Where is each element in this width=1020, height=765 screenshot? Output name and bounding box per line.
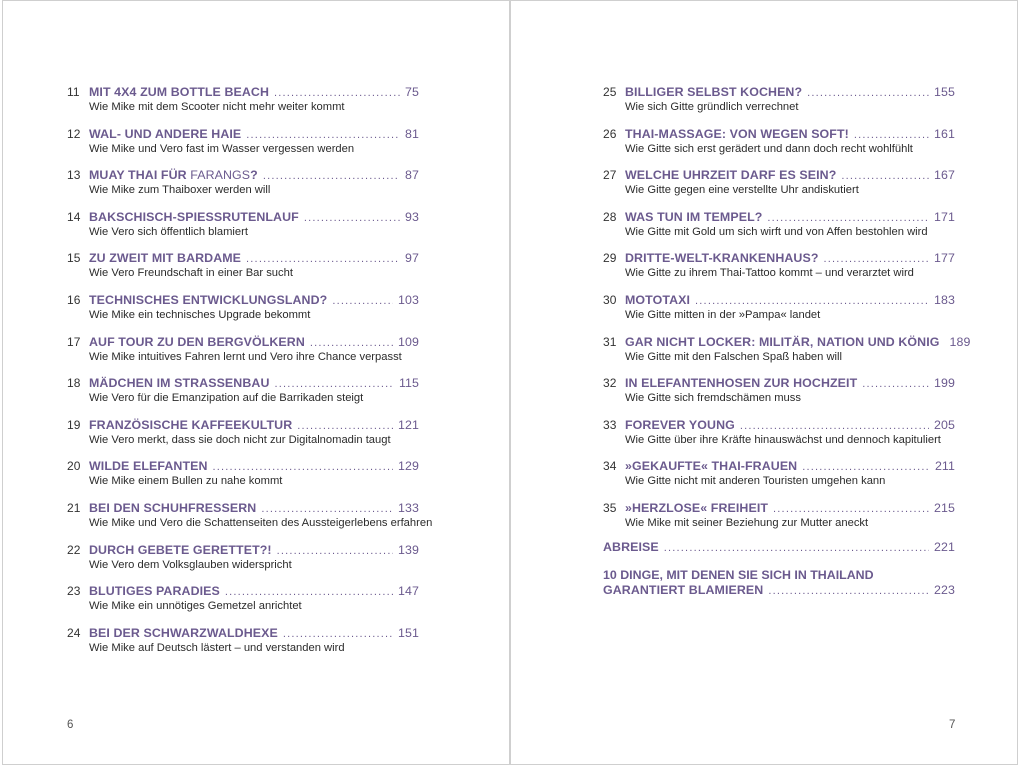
- chapter-number: 22: [67, 542, 81, 557]
- entry-page: 139: [398, 542, 419, 557]
- entry-title: [625, 293, 690, 307]
- entry-title-text: ZU ZWEIT MIT BARDAME: [89, 251, 242, 266]
- leader-dots: [304, 212, 400, 224]
- entry-subtitle: Wie Mike ein unnötiges Gemetzel anrichtet: [89, 600, 302, 613]
- entry-subtitle: Wie Gitte mit Gold um sich wirft und von Affen bestohlen wird: [625, 225, 928, 238]
- entry-page: 93: [405, 209, 419, 224]
- entry-title-text: TECHNISCHES ENTWICKLUNGSLAND?: [89, 293, 328, 307]
- entry-title-text: »HERZLOSE« FREIHEIT: [625, 501, 769, 515]
- chapter-number: 11: [67, 85, 80, 99]
- leader-dots: [225, 586, 393, 598]
- entry-title: [625, 210, 762, 224]
- entry-title-text: WAL- UND ANDERE HAIE: [89, 126, 242, 141]
- entry-subtitle: Wie Mike und Vero die Schattenseiten des Aussteigerlebens erfahren: [89, 517, 433, 529]
- entry-title-text: MIT 4X4 ZUM BOTTLE BEACH: [89, 85, 270, 99]
- entry-page: 189: [949, 334, 971, 349]
- entry-page: 223: [934, 583, 955, 597]
- toc-entry-final[interactable]: [603, 568, 955, 608]
- leader-dots: [740, 420, 929, 432]
- entry-subtitle: Wie Vero dem Volksglauben widerspricht: [89, 558, 292, 571]
- entry-page: 115: [398, 376, 419, 391]
- page-number: 7: [949, 719, 956, 731]
- toc-entry[interactable]: [67, 543, 419, 583]
- entry-page: 199: [934, 376, 955, 391]
- chapter-number: 16: [67, 293, 81, 307]
- toc-entry[interactable]: [67, 418, 419, 458]
- entry-subtitle: Wie Mike mit seiner Beziehung zur Mutter aneckt: [625, 517, 869, 529]
- entry-subtitle: Wie Gitte mit den Falschen Spaß haben will: [625, 350, 843, 363]
- toc-entry[interactable]: [603, 293, 955, 333]
- entry-subtitle: Wie Mike mit dem Scooter nicht mehr weiter kommt: [89, 101, 345, 113]
- entry-title-text: WILDE ELEFANTEN: [89, 459, 208, 474]
- leader-dots: [841, 170, 929, 182]
- table-of-contents-right: [511, 1, 1017, 764]
- entry-subtitle: Wie Gitte sich fremdschämen muss: [625, 392, 801, 405]
- entry-title-part: ?: [250, 168, 258, 183]
- chapter-number: 15: [67, 251, 81, 266]
- entry-page: 147: [398, 584, 419, 599]
- leader-dots: [807, 87, 929, 99]
- entry-subtitle: Wie Mike zum Thaiboxer werden will: [89, 184, 271, 197]
- entry-title-foreign-word: FARANGS: [190, 168, 251, 183]
- entry-subtitle: Wie Mike und Vero fast im Wasser vergessen werden: [89, 142, 355, 155]
- leader-dots: [261, 503, 393, 515]
- toc-entry[interactable]: [67, 210, 419, 250]
- entry-title-text: »GEKAUFTE« THAI-FRAUEN: [625, 459, 798, 474]
- entry-title-text: GAR NICHT LOCKER: MILITÄR, NATION UND KÖNIG: [625, 334, 940, 349]
- chapter-number: 30: [603, 293, 617, 307]
- chapter-number: 13: [67, 168, 81, 183]
- entry-title-text: BEI DEN SCHUHFRESSERN: [89, 501, 257, 515]
- leader-dots: [332, 295, 393, 307]
- chapter-number: 28: [603, 209, 617, 224]
- entry-title: [625, 335, 940, 349]
- toc-entry[interactable]: [67, 459, 419, 499]
- entry-title: [625, 251, 819, 265]
- entry-title-text: WAS TUN IM TEMPEL?: [625, 209, 763, 224]
- leader-dots: [695, 295, 929, 307]
- toc-entry[interactable]: [67, 127, 419, 167]
- entry-page: 171: [934, 209, 955, 224]
- entry-title: [89, 418, 292, 432]
- entry-page: 121: [398, 417, 419, 432]
- entry-title: [89, 293, 327, 307]
- toc-entry[interactable]: [67, 501, 433, 541]
- entry-title: [89, 335, 305, 349]
- entry-subtitle: Wie Mike auf Deutsch lästert – und verstanden wird: [89, 641, 345, 654]
- chapter-number: 35: [603, 501, 617, 515]
- chapter-number: 19: [67, 417, 81, 432]
- entry-title: [625, 85, 802, 99]
- entry-subtitle: Wie Gitte gegen eine verstellte Uhr andiskutiert: [625, 184, 859, 197]
- toc-entry[interactable]: [603, 85, 955, 125]
- entry-title-text: FRANZÖSISCHE KAFFEEKULTUR: [89, 417, 293, 432]
- chapter-number: 26: [603, 126, 617, 141]
- entry-page: 161: [934, 126, 955, 141]
- entry-title: [625, 501, 768, 515]
- leader-dots: [802, 461, 930, 473]
- leader-dots: [274, 87, 400, 99]
- entry-title-text: IN ELEFANTENHOSEN ZUR HOCHZEIT: [625, 376, 858, 391]
- leader-dots: [773, 503, 929, 515]
- leader-dots: [310, 337, 393, 349]
- entry-title-text: THAI-MASSAGE: VON WEGEN SOFT!: [625, 126, 849, 141]
- entry-subtitle: Wie Vero Freundschaft in einer Bar sucht: [89, 267, 293, 280]
- chapter-number: 23: [67, 584, 81, 599]
- chapter-number: 29: [603, 251, 617, 266]
- right-page: [510, 0, 1018, 765]
- toc-entry[interactable]: [67, 85, 419, 125]
- entry-subtitle: Wie Gitte nicht mit anderen Touristen umgehen kann: [625, 475, 886, 488]
- entry-page: 151: [398, 625, 419, 640]
- chapter-number: 32: [603, 376, 617, 391]
- entry-title-text: WELCHE UHRZEIT DARF ES SEIN?: [625, 168, 837, 183]
- entry-title: [625, 459, 797, 473]
- chapter-number: 27: [603, 168, 617, 183]
- entry-title-text: AUF TOUR ZU DEN BERGVÖLKERN: [89, 334, 305, 349]
- entry-title: [89, 501, 256, 515]
- entry-subtitle: Wie sich Gitte gründlich verrechnet: [625, 101, 799, 113]
- toc-entry[interactable]: [67, 293, 419, 333]
- entry-title: [89, 210, 299, 224]
- entry-page: 81: [405, 126, 419, 141]
- chapter-number: 20: [67, 459, 81, 474]
- entry-title: [625, 127, 849, 141]
- entry-title: [89, 626, 278, 640]
- leader-dots: [283, 628, 393, 640]
- left-page: [2, 0, 510, 765]
- entry-title-text: MÄDCHEN IM STRASSENBAU: [89, 376, 270, 391]
- chapter-number: 18: [67, 376, 81, 391]
- entry-page: 177: [934, 251, 955, 266]
- entry-page: 129: [398, 459, 419, 474]
- entry-title: [89, 127, 241, 141]
- entry-title-text: BAKSCHISCH-SPIESSRUTENLAUF: [89, 209, 299, 224]
- entry-subtitle: Wie Vero merkt, dass sie doch nicht zur Digitalnomadin taugt: [89, 433, 391, 446]
- table-of-contents-left: [3, 1, 509, 764]
- entry-page: 87: [405, 168, 419, 183]
- leader-dots: [277, 545, 393, 557]
- entry-title: [89, 543, 272, 557]
- entry-page: 183: [934, 293, 955, 307]
- entry-title-text: MOTOTAXI: [625, 293, 691, 307]
- page-number: 6: [67, 719, 74, 731]
- toc-entry[interactable]: [603, 501, 955, 541]
- chapter-number: 33: [603, 417, 617, 432]
- entry-title-text: DURCH GEBETE GERETTET?!: [89, 542, 272, 557]
- chapter-number: 12: [67, 126, 81, 141]
- entry-title: [89, 459, 208, 473]
- toc-entry[interactable]: [603, 334, 971, 375]
- entry-subtitle: Wie Mike einem Bullen zu nahe kommt: [89, 475, 283, 488]
- toc-entry[interactable]: [67, 584, 419, 624]
- toc-entry[interactable]: [603, 251, 955, 291]
- entry-page: 221: [934, 540, 955, 554]
- entry-title-line2: GARANTIERT BLAMIEREN: [603, 583, 764, 597]
- entry-title: [625, 418, 735, 432]
- entry-subtitle: Wie Vero für die Emanzipation auf die Barrikaden steigt: [89, 392, 364, 405]
- chapter-number: 24: [67, 625, 81, 640]
- chapter-number: 17: [67, 334, 81, 349]
- entry-title: [89, 251, 241, 265]
- entry-title-line1: 10 DINGE, MIT DENEN SIE SICH IN THAILAND: [603, 568, 874, 582]
- chapter-number: 34: [603, 459, 617, 474]
- entry-title: [89, 85, 269, 99]
- chapter-number: 21: [67, 501, 81, 515]
- entry-title: [625, 376, 857, 390]
- toc-entry[interactable]: [603, 376, 955, 416]
- entry-page: 211: [934, 459, 955, 474]
- entry-page: 97: [405, 251, 419, 266]
- entry-page: 155: [934, 85, 955, 99]
- toc-entry[interactable]: [67, 335, 419, 375]
- entry-title: [89, 168, 258, 182]
- entry-page: 205: [934, 417, 955, 432]
- chapter-number: 14: [67, 209, 81, 224]
- entry-title-text: DRITTE-WELT-KRANKENHAUS?: [625, 251, 819, 266]
- toc-entry[interactable]: [67, 168, 419, 208]
- toc-entry[interactable]: [67, 376, 419, 416]
- leader-dots: [263, 170, 400, 182]
- leader-dots: [275, 378, 394, 390]
- leader-dots: [768, 585, 929, 597]
- entry-page: 133: [398, 501, 419, 515]
- toc-entry[interactable]: [603, 418, 955, 458]
- entry-page: 167: [934, 168, 955, 183]
- leader-dots: [246, 129, 400, 141]
- chapter-number: 25: [603, 85, 617, 99]
- entry-subtitle: Wie Mike intuitives Fahren lernt und Vero ihre Chance verpasst: [89, 350, 402, 363]
- leader-dots: [664, 542, 929, 554]
- leader-dots: [297, 420, 393, 432]
- toc-entry[interactable]: [603, 168, 955, 208]
- entry-page: 103: [398, 293, 419, 307]
- entry-subtitle: Wie Gitte über ihre Kräfte hinauswächst und dennoch kapituliert: [625, 433, 941, 446]
- leader-dots: [854, 129, 929, 141]
- entry-subtitle: Wie Gitte mitten in der »Pampa« landet: [625, 309, 821, 321]
- toc-entry[interactable]: [67, 626, 419, 666]
- entry-title: [625, 168, 836, 182]
- leader-dots: [862, 378, 929, 390]
- toc-entry[interactable]: [603, 459, 955, 499]
- entry-title-part: MUAY THAI FÜR: [89, 168, 191, 183]
- entry-page: 215: [934, 501, 955, 515]
- entry-page: 109: [398, 334, 419, 349]
- entry-subtitle: Wie Mike ein technisches Upgrade bekommt: [89, 309, 311, 321]
- toc-entry[interactable]: [67, 251, 419, 291]
- leader-dots: [824, 253, 930, 265]
- entry-title: ABREISE: [603, 540, 659, 554]
- entry-subtitle: Wie Gitte zu ihrem Thai-Tattoo kommt – und verarztet wird: [625, 267, 914, 280]
- toc-entry[interactable]: [603, 210, 955, 250]
- chapter-number: 31: [603, 334, 617, 349]
- toc-entry[interactable]: [603, 127, 955, 167]
- entry-title: [89, 584, 220, 598]
- leader-dots: [213, 461, 393, 473]
- leader-dots: [767, 212, 929, 224]
- entry-subtitle: Wie Gitte sich erst gerädert und dann doch recht wohlfühlt: [625, 142, 913, 155]
- entry-title-text: BEI DER SCHWARZWALDHEXE: [89, 625, 278, 640]
- leader-dots: [246, 253, 400, 265]
- entry-subtitle: Wie Vero sich öffentlich blamiert: [89, 225, 248, 238]
- entry-title-text: FOREVER YOUNG: [625, 417, 735, 432]
- entry-page: 75: [405, 85, 419, 99]
- entry-title-text: BILLIGER SELBST KOCHEN?: [625, 85, 803, 99]
- entry-title-text: BLUTIGES PARADIES: [89, 584, 220, 599]
- entry-title: [89, 376, 270, 390]
